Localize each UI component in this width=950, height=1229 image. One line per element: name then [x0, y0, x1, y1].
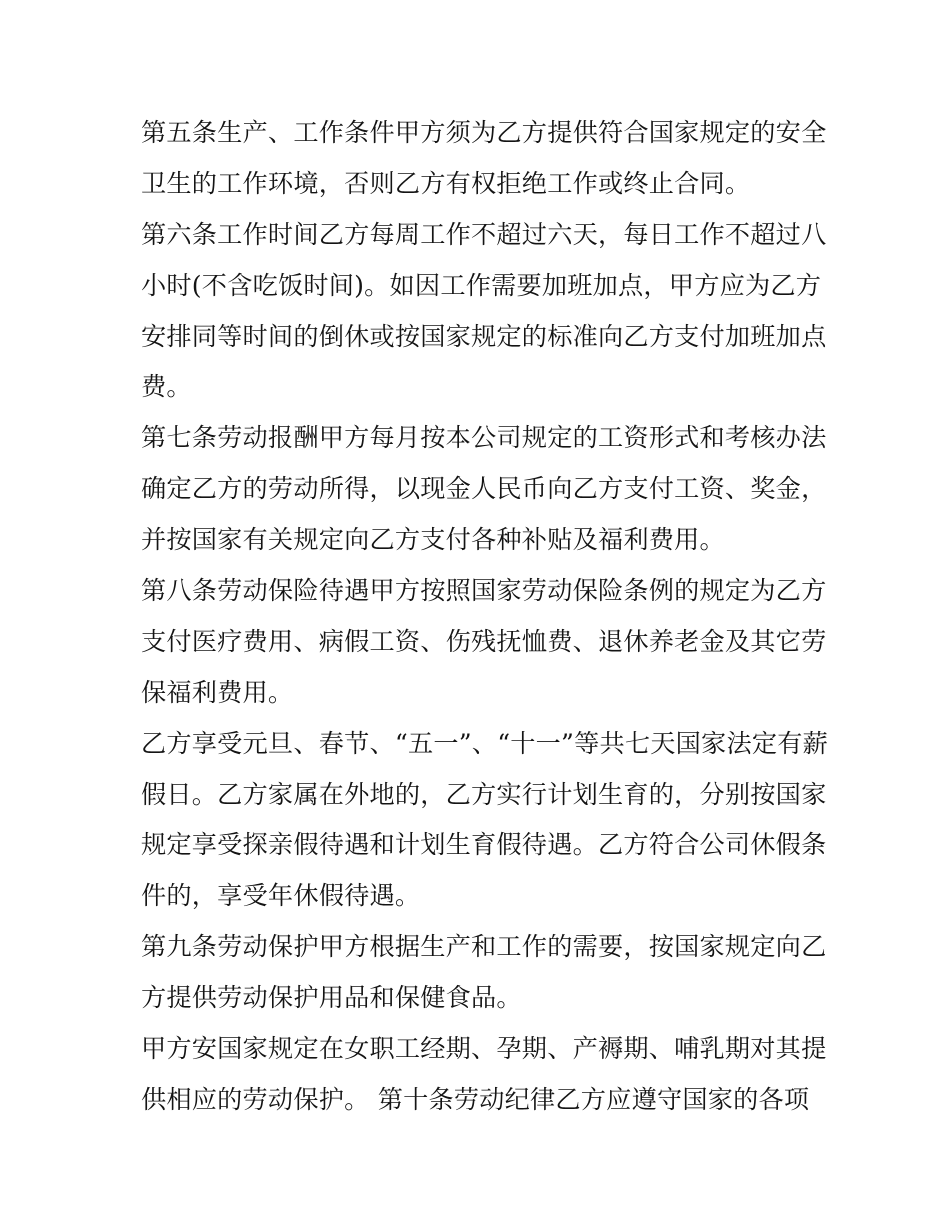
text-line: 乙方享受元旦、春节、“五一”、“十一”等共七天国家法定有薪 [141, 728, 828, 758]
text-line: 支付医疗费用、病假工资、伤残抚恤费、退休养老金及其它劳 [141, 626, 827, 656]
text-line: 小时(不含吃饭时间)。如因工作需要加班加点，甲方应为乙方 [141, 270, 822, 300]
text-line: 第六条工作时间乙方每周工作不超过六天，每日工作不超过八 [141, 219, 827, 249]
text-line: 第九条劳动保护甲方根据生产和工作的需要，按国家规定向乙 [141, 932, 827, 962]
text-line: 假日。乙方家属在外地的，乙方实行计划生育的，分别按国家 [141, 779, 827, 809]
text-line: 第八条劳动保险待遇甲方按照国家劳动保险条例的规定为乙方 [141, 576, 827, 606]
text-line: 确定乙方的劳动所得，以现金人民币向乙方支付工资、奖金， [141, 474, 827, 504]
text-line: 第五条生产、工作条件甲方须为乙方提供符合国家规定的安全 [141, 118, 827, 147]
text-line: 方提供劳动保护用品和保健食品。 [141, 983, 522, 1013]
text-line: 并按国家有关规定向乙方支付各种补贴及福利费用。 [141, 525, 725, 555]
text-line: 件的，享受年休假待遇。 [141, 881, 421, 911]
text-line: 甲方安国家规定在女职工经期、孕期、产褥期、哺乳期对其提 [141, 1034, 827, 1064]
text-line: 规定享受探亲假待遇和计划生育假待遇。乙方符合公司休假条 [141, 830, 827, 860]
text-line: 保福利费用。 [141, 677, 294, 707]
text-line: 卫生的工作环境，否则乙方有权拒绝工作或终止合同。 [141, 168, 751, 198]
text-line: 费。 [141, 372, 192, 402]
document-body [141, 108, 828, 1126]
text-line: 供相应的劳动保护。 第十条劳动纪律乙方应遵守国家的各项 [141, 1084, 810, 1114]
text-line: 安排同等时间的倒休或按国家规定的标准向乙方支付加班加点 [141, 321, 827, 351]
text-line: 第七条劳动报酬甲方每月按本公司规定的工资形式和考核办法 [141, 423, 827, 453]
